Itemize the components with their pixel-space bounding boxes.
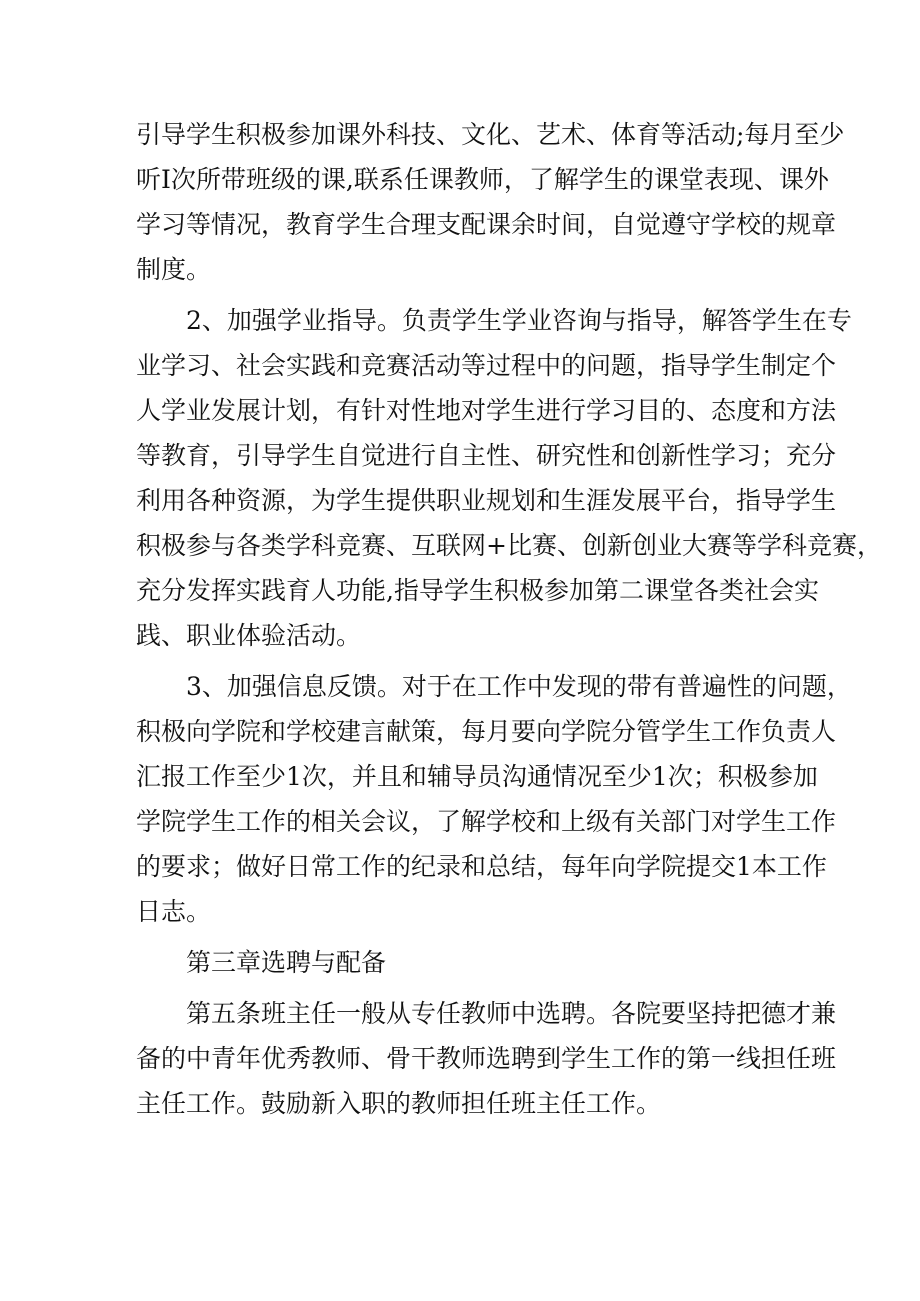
paragraph-4 [136,991,837,1126]
text-line: 第五条班主任一般从专任教师中选聘。各院要坚持把德才兼 [186,999,837,1028]
document-body [136,112,882,1132]
text-line: 等教育，引导学生自觉进行自主性、研究性和创新性学习；充分 [136,441,837,470]
text-line: 学习等情况，教育学生合理支配课余时间，自觉遵守学校的规章 [136,210,837,239]
paragraph-3 [136,664,852,934]
text-line: 践、职业体验活动。 [136,621,362,650]
text-line: 备的中青年优秀教师、骨干教师选聘到学生工作的第一线担任班 [136,1044,837,1073]
text-line: 听Ⅰ次所带班级的课,联系任课教师，了解学生的课堂表现、课外 [136,165,829,194]
chapter-heading: 第三章选聘与配备 [186,948,387,977]
text-line: 充分发挥实践育人功能,指导学生积极参加第二课堂各类社会实 [136,576,819,605]
paragraph-1 [136,112,845,292]
text-line: 业学习、社会实践和竞赛活动等过程中的问题，指导学生制定个 [136,351,837,380]
text-line: 的要求；做好日常工作的纪录和总结，每年向学院提交1本工作 [136,852,827,881]
paragraph-2 [136,298,882,658]
chapter-heading-block [136,940,806,985]
text-line: 利用各种资源，为学生提供职业规划和生涯发展平台，指导学生 [136,486,837,515]
text-line: 主任工作。鼓励新入职的教师担任班主任工作。 [136,1089,662,1118]
text-line: 3、加强信息反馈。对于在工作中发现的带有普遍性的问题， [186,672,852,701]
text-line: 制度。 [136,255,212,284]
text-line: 日志。 [136,897,212,926]
text-line: 汇报工作至少1次，并且和辅导员沟通情况至少1次；积极参加 [136,762,818,791]
text-line: 积极向学院和学校建言献策，每月要向学院分管学生工作负责人 [136,717,837,746]
text-line: 引导学生积极参加课外科技、文化、艺术、体育等活动;每月至少 [136,120,845,149]
text-line: 2、加强学业指导。负责学生学业咨询与指导，解答学生在专 [186,306,852,335]
text-line: 积极参与各类学科竞赛、互联网+比赛、创新创业大赛等学科竞赛， [136,531,882,560]
text-line: 学院学生工作的相关会议，了解学校和上级有关部门对学生工作 [136,807,837,836]
text-line: 人学业发展计划，有针对性地对学生进行学习目的、态度和方法 [136,396,837,425]
